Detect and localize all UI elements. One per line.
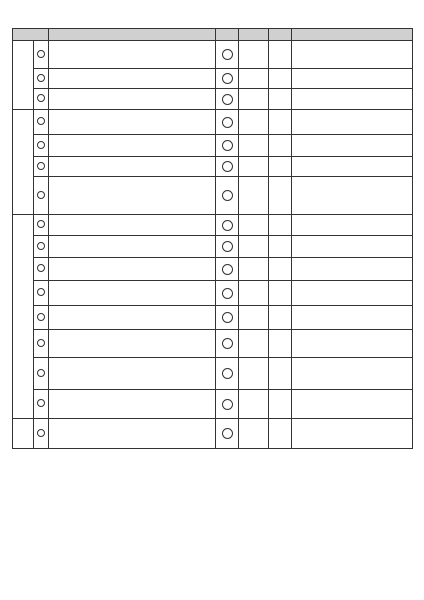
check-item-text: [49, 258, 216, 281]
answer-yes-cell[interactable]: [216, 215, 239, 236]
improvement-note: [292, 69, 413, 89]
answer-neither-cell[interactable]: [239, 358, 269, 390]
improvement-note: [292, 330, 413, 358]
category-label: [13, 41, 34, 110]
item-number-cell: [34, 306, 49, 330]
improvement-note: [292, 157, 413, 177]
answer-no-cell[interactable]: [269, 41, 292, 69]
item-number: [37, 242, 45, 250]
answer-neither-cell[interactable]: [239, 236, 269, 258]
table-row: [13, 281, 413, 306]
answer-neither-cell[interactable]: [239, 69, 269, 89]
header-neither: [239, 29, 269, 41]
check-item-text: [49, 419, 216, 449]
answer-yes-cell[interactable]: [216, 281, 239, 306]
answer-no-cell[interactable]: [269, 330, 292, 358]
table-row: [13, 390, 413, 419]
improvement-note: [292, 135, 413, 157]
item-number-cell: [34, 281, 49, 306]
answer-yes-cell[interactable]: [216, 157, 239, 177]
item-number: [37, 264, 45, 272]
item-number-cell: [34, 89, 49, 110]
answer-neither-cell[interactable]: [239, 177, 269, 215]
item-number-cell: [34, 110, 49, 135]
yes-circle-icon[interactable]: [222, 94, 233, 105]
item-number-cell: [34, 419, 49, 449]
item-number-cell: [34, 358, 49, 390]
yes-circle-icon[interactable]: [222, 220, 233, 231]
yes-circle-icon[interactable]: [222, 312, 233, 323]
answer-no-cell[interactable]: [269, 236, 292, 258]
item-number-cell: [34, 258, 49, 281]
table-row: [13, 177, 413, 215]
item-number-cell: [34, 157, 49, 177]
table-row: [13, 419, 413, 449]
yes-circle-icon[interactable]: [222, 190, 233, 201]
item-number-cell: [34, 41, 49, 69]
table-row: [13, 110, 413, 135]
improvement-note: [292, 110, 413, 135]
answer-yes-cell[interactable]: [216, 358, 239, 390]
answer-yes-cell[interactable]: [216, 330, 239, 358]
header-no: [269, 29, 292, 41]
item-number-cell: [34, 177, 49, 215]
answer-no-cell[interactable]: [269, 157, 292, 177]
table-row: [13, 258, 413, 281]
yes-circle-icon[interactable]: [222, 288, 233, 299]
yes-circle-icon[interactable]: [222, 117, 233, 128]
table-row: [13, 358, 413, 390]
item-number: [37, 288, 45, 296]
yes-circle-icon[interactable]: [222, 49, 233, 60]
check-item-text: [49, 281, 216, 306]
answer-yes-cell[interactable]: [216, 419, 239, 449]
answer-yes-cell[interactable]: [216, 41, 239, 69]
yes-circle-icon[interactable]: [222, 338, 233, 349]
item-number: [37, 399, 45, 407]
table-row: [13, 306, 413, 330]
improvement-note: [292, 89, 413, 110]
table-row: [13, 89, 413, 110]
item-number: [37, 141, 45, 149]
improvement-note: [292, 390, 413, 419]
improvement-note: [292, 281, 413, 306]
answer-neither-cell[interactable]: [239, 89, 269, 110]
check-item-text: [49, 390, 216, 419]
item-number: [37, 74, 45, 82]
check-item-text: [49, 358, 216, 390]
answer-no-cell[interactable]: [269, 69, 292, 89]
yes-circle-icon[interactable]: [222, 161, 233, 172]
improvement-note: [292, 258, 413, 281]
answer-yes-cell[interactable]: [216, 110, 239, 135]
answer-yes-cell[interactable]: [216, 135, 239, 157]
item-number: [37, 313, 45, 321]
yes-circle-icon[interactable]: [222, 140, 233, 151]
check-item-text: [49, 157, 216, 177]
improvement-note: [292, 419, 413, 449]
table-row: [13, 41, 413, 69]
category-label: [13, 215, 34, 419]
yes-circle-icon[interactable]: [222, 428, 233, 439]
table-row: [13, 215, 413, 236]
item-number-cell: [34, 135, 49, 157]
answer-no-cell[interactable]: [269, 390, 292, 419]
item-number-cell: [34, 236, 49, 258]
improvement-note: [292, 41, 413, 69]
check-item-text: [49, 330, 216, 358]
answer-no-cell[interactable]: [269, 215, 292, 236]
improvement-note: [292, 236, 413, 258]
answer-no-cell[interactable]: [269, 177, 292, 215]
answer-neither-cell[interactable]: [239, 419, 269, 449]
answer-neither-cell[interactable]: [239, 330, 269, 358]
improvement-note: [292, 358, 413, 390]
answer-yes-cell[interactable]: [216, 258, 239, 281]
check-item-text: [49, 215, 216, 236]
answer-neither-cell[interactable]: [239, 281, 269, 306]
check-item-text: [49, 135, 216, 157]
item-number: [37, 369, 45, 377]
check-item-text: [49, 110, 216, 135]
answer-neither-cell[interactable]: [239, 135, 269, 157]
answer-no-cell[interactable]: [269, 135, 292, 157]
table-row: [13, 330, 413, 358]
category-label: [13, 110, 34, 215]
yes-circle-icon[interactable]: [222, 368, 233, 379]
answer-no-cell[interactable]: [269, 358, 292, 390]
table-row: [13, 157, 413, 177]
answer-no-cell[interactable]: [269, 281, 292, 306]
answer-neither-cell[interactable]: [239, 215, 269, 236]
item-number: [37, 50, 45, 58]
yes-circle-icon[interactable]: [222, 73, 233, 84]
page-title: [0, 8, 424, 24]
header-yes: [216, 29, 239, 41]
answer-no-cell[interactable]: [269, 419, 292, 449]
answer-yes-cell[interactable]: [216, 390, 239, 419]
check-item-text: [49, 236, 216, 258]
check-item-text: [49, 89, 216, 110]
table-body: [13, 41, 413, 449]
answer-no-cell[interactable]: [269, 258, 292, 281]
item-number: [37, 94, 45, 102]
item-number: [37, 117, 45, 125]
item-number: [37, 429, 45, 437]
item-number: [37, 162, 45, 170]
answer-neither-cell[interactable]: [239, 41, 269, 69]
item-number-cell: [34, 215, 49, 236]
yes-circle-icon[interactable]: [222, 264, 233, 275]
answer-yes-cell[interactable]: [216, 306, 239, 330]
self-evaluation-table: [12, 28, 413, 449]
answer-yes-cell[interactable]: [216, 69, 239, 89]
item-number-cell: [34, 69, 49, 89]
header-check-item: [49, 29, 216, 41]
check-item-text: [49, 306, 216, 330]
header-category: [13, 29, 49, 41]
item-number: [37, 339, 45, 347]
header-note: [292, 29, 413, 41]
answer-neither-cell[interactable]: [239, 390, 269, 419]
answer-neither-cell[interactable]: [239, 157, 269, 177]
answer-no-cell[interactable]: [269, 110, 292, 135]
answer-no-cell[interactable]: [269, 306, 292, 330]
yes-circle-icon[interactable]: [222, 241, 233, 252]
item-number: [37, 191, 45, 199]
improvement-note: [292, 306, 413, 330]
answer-neither-cell[interactable]: [239, 306, 269, 330]
header-row: [13, 29, 413, 41]
answer-no-cell[interactable]: [269, 89, 292, 110]
item-number-cell: [34, 330, 49, 358]
yes-circle-icon[interactable]: [222, 399, 233, 410]
check-item-text: [49, 41, 216, 69]
item-number: [37, 220, 45, 228]
answer-yes-cell[interactable]: [216, 177, 239, 215]
category-label: [13, 419, 34, 449]
answer-neither-cell[interactable]: [239, 258, 269, 281]
check-item-text: [49, 69, 216, 89]
answer-yes-cell[interactable]: [216, 236, 239, 258]
table-row: [13, 135, 413, 157]
answer-neither-cell[interactable]: [239, 110, 269, 135]
table-row: [13, 69, 413, 89]
improvement-note: [292, 215, 413, 236]
item-number-cell: [34, 390, 49, 419]
improvement-note: [292, 177, 413, 215]
answer-yes-cell[interactable]: [216, 89, 239, 110]
table-row: [13, 236, 413, 258]
check-item-text: [49, 177, 216, 215]
